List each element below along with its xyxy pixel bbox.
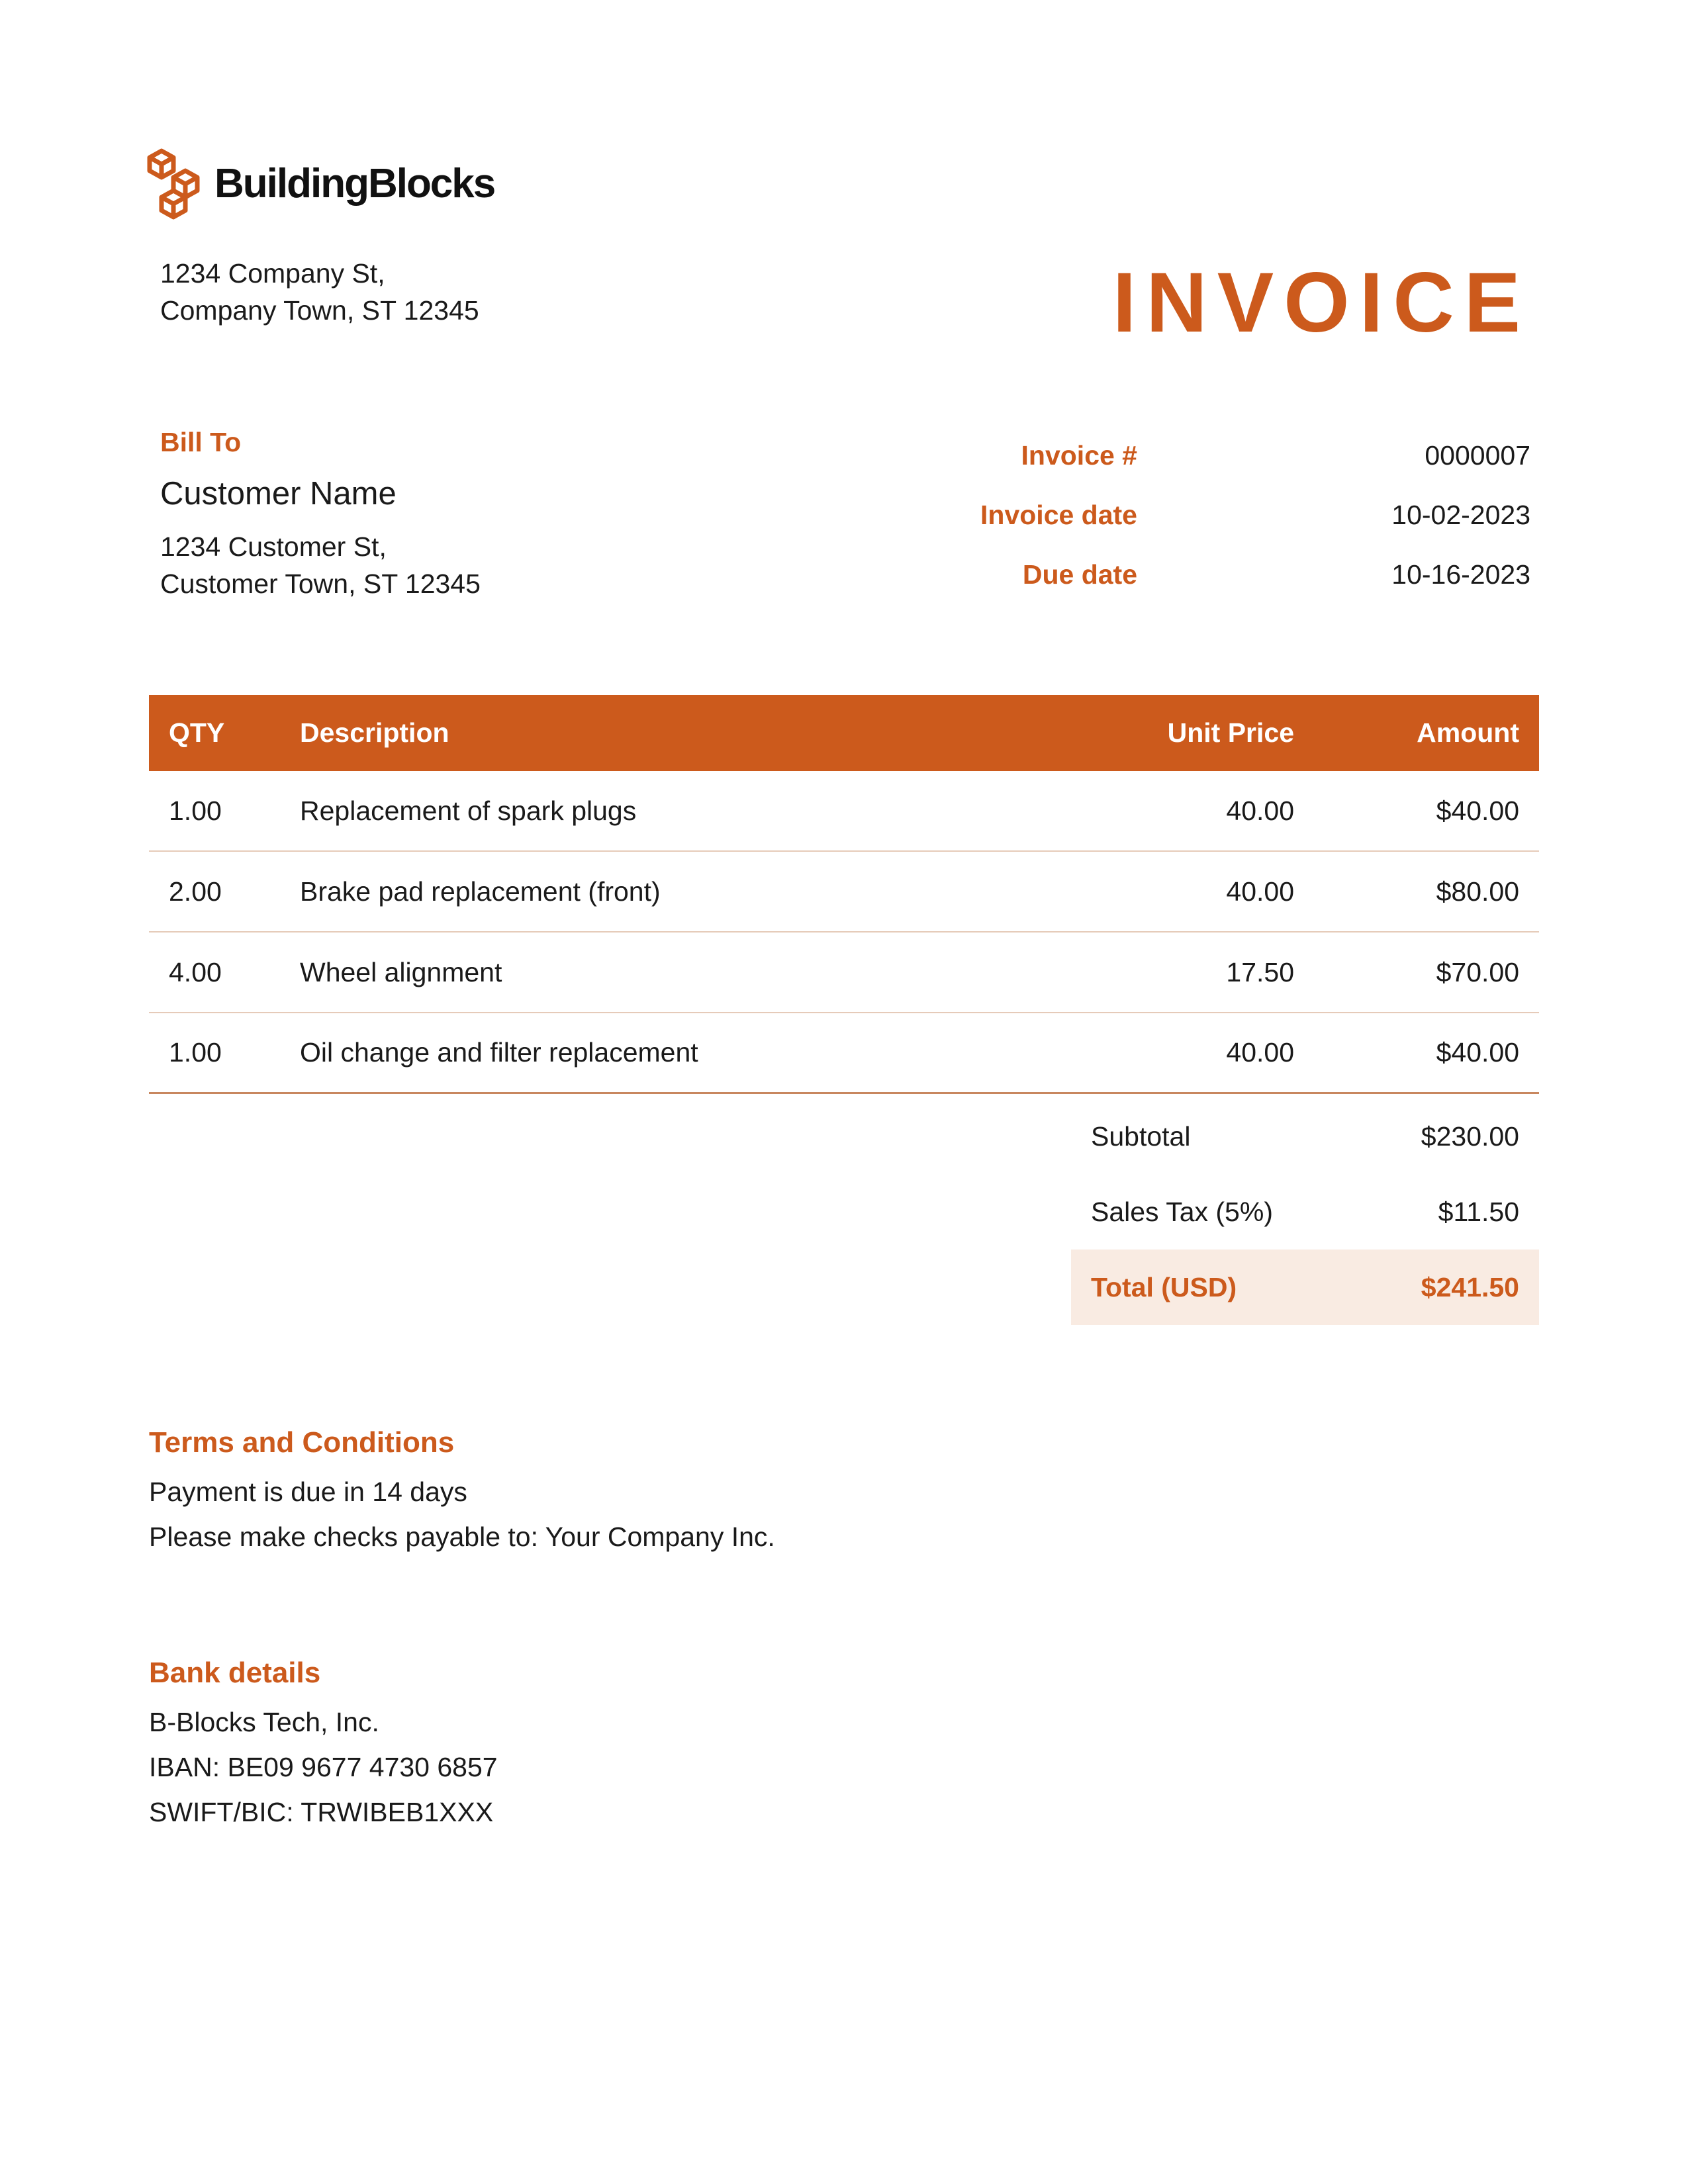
company-logo bbox=[147, 147, 494, 220]
unit-price-cell: 40.00 bbox=[1226, 876, 1294, 907]
unit-price-cell: 17.50 bbox=[1226, 956, 1294, 987]
bank-line: SWIFT/BIC: TRWIBEB1XXX bbox=[149, 1797, 494, 1827]
bank-line: B-Blocks Tech, Inc. bbox=[149, 1707, 379, 1737]
totals-block bbox=[1071, 1099, 1539, 1325]
amount-cell: $80.00 bbox=[1436, 876, 1519, 907]
qty-cell: 1.00 bbox=[169, 795, 222, 826]
table-row bbox=[149, 852, 1539, 933]
invoice-meta bbox=[874, 440, 1530, 619]
description-cell: Wheel alignment bbox=[300, 956, 502, 987]
customer-name: Customer Name bbox=[160, 476, 397, 512]
line-items-table bbox=[149, 695, 1539, 1094]
unit-price-cell: 40.00 bbox=[1226, 1037, 1294, 1068]
invoice-date-value: 10-02-2023 bbox=[1391, 500, 1530, 530]
invoice-number-row bbox=[874, 440, 1530, 500]
subtotal-value: $230.00 bbox=[1421, 1120, 1519, 1152]
amount-cell: $40.00 bbox=[1436, 795, 1519, 826]
invoice-date-row bbox=[874, 500, 1530, 559]
total-label: Total (USD) bbox=[1091, 1271, 1237, 1302]
sales-tax-row bbox=[1071, 1174, 1539, 1250]
total-row bbox=[1071, 1250, 1539, 1325]
invoice-date-label: Invoice date bbox=[980, 500, 1137, 530]
qty-cell: 2.00 bbox=[169, 876, 222, 907]
company-address-line: Company Town, ST 12345 bbox=[160, 295, 479, 326]
invoice-number-label: Invoice # bbox=[1021, 440, 1137, 471]
description-cell: Replacement of spark plugs bbox=[300, 795, 637, 826]
invoice-title: INVOICE bbox=[1112, 255, 1530, 350]
total-value: $241.50 bbox=[1421, 1271, 1519, 1302]
amount-header: Amount bbox=[1417, 717, 1519, 748]
customer-address-line: Customer Town, ST 12345 bbox=[160, 569, 481, 599]
qty-cell: 1.00 bbox=[169, 1037, 222, 1068]
amount-cell: $40.00 bbox=[1436, 1037, 1519, 1068]
bank-line: IBAN: BE09 9677 4730 6857 bbox=[149, 1752, 498, 1782]
customer-address bbox=[160, 528, 481, 602]
due-date-value: 10-16-2023 bbox=[1391, 559, 1530, 590]
table-row bbox=[149, 1013, 1539, 1094]
description-header: Description bbox=[300, 717, 449, 748]
company-address bbox=[160, 255, 479, 329]
amount-cell: $70.00 bbox=[1436, 956, 1519, 987]
company-address-line: 1234 Company St, bbox=[160, 258, 385, 289]
bank-details-heading: Bank details bbox=[149, 1657, 321, 1689]
bill-to-heading: Bill To bbox=[160, 427, 242, 457]
table-header bbox=[149, 695, 1539, 771]
terms-line: Please make checks payable to: Your Company Inc. bbox=[149, 1522, 775, 1552]
stacked-cubes-icon bbox=[147, 147, 203, 220]
subtotal-row bbox=[1071, 1099, 1539, 1174]
sales-tax-label: Sales Tax (5%) bbox=[1091, 1196, 1273, 1227]
terms-text bbox=[149, 1469, 775, 1559]
unit-price-header: Unit Price bbox=[1167, 717, 1294, 748]
qty-header: QTY bbox=[169, 717, 225, 748]
description-cell: Oil change and filter replacement bbox=[300, 1037, 698, 1068]
subtotal-label: Subtotal bbox=[1091, 1120, 1191, 1152]
bank-details-text bbox=[149, 1700, 498, 1835]
company-name: BuildingBlocks bbox=[214, 160, 495, 206]
qty-cell: 4.00 bbox=[169, 956, 222, 987]
unit-price-cell: 40.00 bbox=[1226, 795, 1294, 826]
sales-tax-value: $11.50 bbox=[1438, 1196, 1519, 1227]
due-date-label: Due date bbox=[1022, 559, 1137, 590]
due-date-row bbox=[874, 559, 1530, 619]
customer-address-line: 1234 Customer St, bbox=[160, 531, 387, 562]
table-row bbox=[149, 933, 1539, 1013]
description-cell: Brake pad replacement (front) bbox=[300, 876, 661, 907]
invoice-number-value: 0000007 bbox=[1425, 440, 1530, 471]
table-row bbox=[149, 771, 1539, 852]
terms-heading: Terms and Conditions bbox=[149, 1426, 455, 1459]
terms-line: Payment is due in 14 days bbox=[149, 1477, 467, 1507]
